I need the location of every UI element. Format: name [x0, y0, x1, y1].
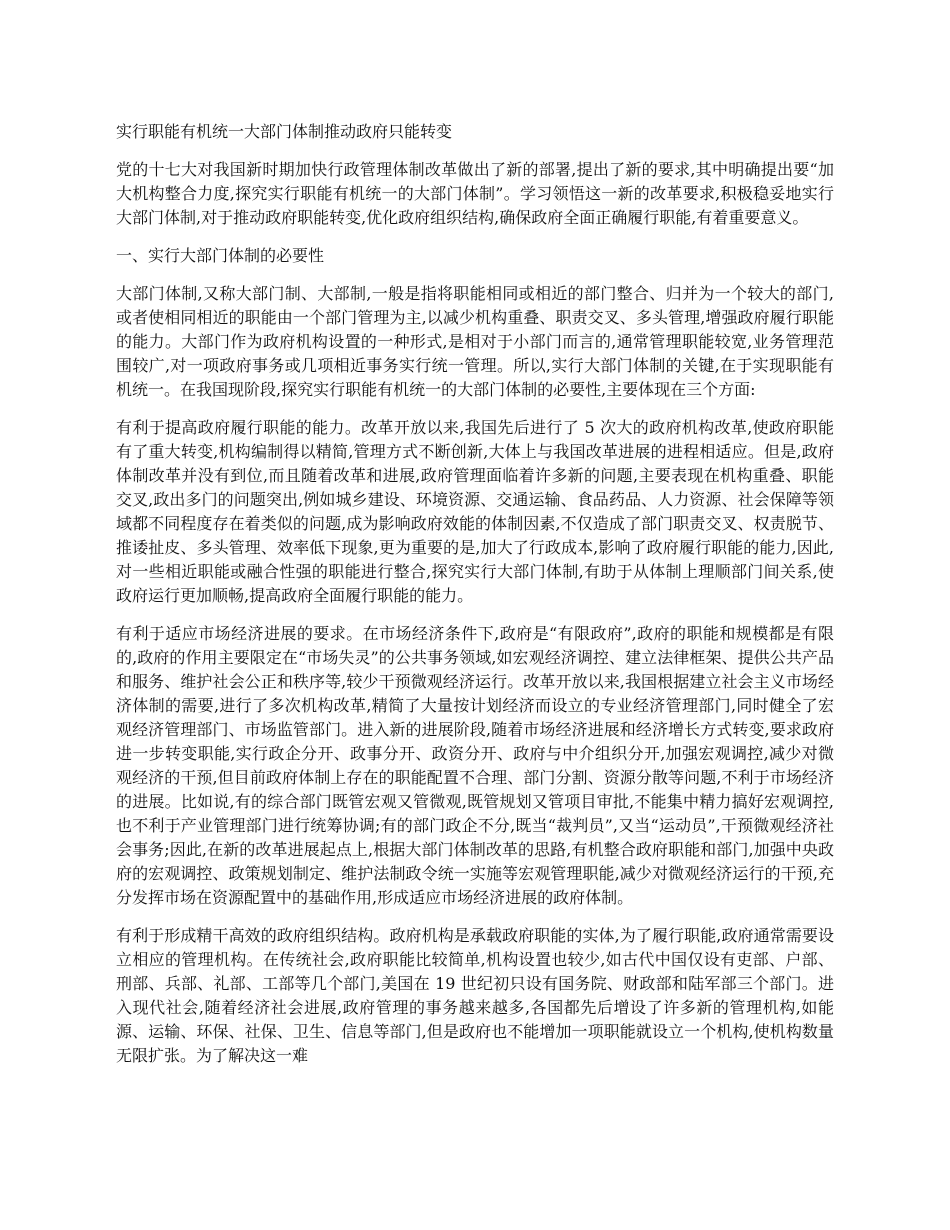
paragraph-organization: 有利于形成精干高效的政府组织结构。政府机构是承载政府职能的实体,为了履行职能,政府通常需要设立相应的管理机构。在传统社会,政府职能比较简单,机构设置也较少,如古代中国仅设有吏部、户部、刑部、兵部、礼部、工部等几个部门,美国在 19 世纪初只设有国务院、财政部和陆军部三个部门。进入现代社会,随着经济社会进展,政府管理的事务越来越多,各国都先后增设了许多新的管理机构,如能源、运输、环保、社保、卫生、信息等部门,但是政府也不能增加一项职能就设立一个机构,使机构数量无限扩张。为了解决这一难	[116, 926, 834, 1065]
paragraph-definition: 大部门体制,又称大部门制、大部制,一般是指将职能相同或相近的部门整合、归并为一个较大的部门,或者使相同相近的职能由一个部门管理为主,以减少机构重叠、职责交叉、多头管理,增强政府履行职能的能力。大部门作为政府机构设置的一种形式,是相对于小部门而言的,通常管理职能较宽,业务管理范围较广,对一项政府事务或几项相近事务实行统一管理。所以,实行大部门体制的关键,在于实现职能有机统一。在我国现阶段,探究实行职能有机统一的大部门体制的必要性,主要体现在三个方面:	[116, 284, 834, 399]
paragraph-capability: 有利于提高政府履行职能的能力。改革开放以来,我国先后进行了 5 次大的政府机构改革,使政府职能有了重大转变,机构编制得以精简,管理方式不断创新,大体上与我国改革进展的进程相适应。但是,政府体制改革并没有到位,而且随着改革和进展,政府管理面临着许多新的问题,主要表现在机构重叠、职能交叉,政出多门的问题突出,例如城乡建设、环境资源、交通运输、食品药品、人力资源、社会保障等领域都不同程度存在着类似的问题,成为影响政府效能的体制因素,不仅造成了部门职责交叉、权责脱节、推诿扯皮、多头管理、效率低下现象,更为重要的是,加大了行政成本,影响了政府履行职能的能力,因此,对一些相近职能或融合性强的职能进行整合,探究实行大部门体制,有助于从体制上理顺部门间关系,使政府运行更加顺畅,提高政府全面履行职能的能力。	[116, 418, 834, 605]
paragraph-market-economy: 有利于适应市场经济进展的要求。在市场经济条件下,政府是“有限政府”,政府的职能和规模都是有限的,政府的作用主要限定在“市场失灵”的公共事务领域,如宏观经济调控、建立法律框架、提供公共产品和服务、维护社会公正和秩序等,较少干预微观经济运行。改革开放以来,我国根据建立社会主义市场经济体制的需要,进行了多次机构改革,精简了大量按计划经济而设立的专业经济管理部门,同时健全了宏观经济管理部门、市场监管部门。进入新的进展阶段,随着市场经济进展和经济增长方式转变,要求政府进一步转变职能,实行政企分开、政事分开、政资分开、政府与中介组织分开,加强宏观调控,减少对微观经济的干预,但目前政府体制上存在的职能配置不合理、部门分割、资源分散等问题,不利于市场经济的进展。比如说,有的综合部门既管宏观又管微观,既管规划又管项目审批,不能集中精力搞好宏观调控,也不利于产业管理部门进行统筹协调;有的部门政企不分,既当“裁判员”,又当“运动员”,干预微观经济社会事务;因此,在新的改革进展起点上,根据大部门体制改革的思路,有机整合政府职能和部门,加强中央政府的宏观调控、政策规划制定、维护法制政令统一实施等宏观管理职能,减少对微观经济运行的干预,充分发挥市场在资源配置中的基础作用,形成适应市场经济进展的政府体制。	[116, 624, 834, 907]
intro-paragraph: 党的十七大对我国新时期加快行政管理体制改革做出了新的部署,提出了新的要求,其中明确提出要“加大机构整合力度,探究实行职能有机统一的大部门体制”。学习领悟这一新的改革要求,积极稳妥地实行大部门体制,对于推动政府职能转变,优化政府组织结构,确保政府全面正确履行职能,有着重要意义。	[116, 160, 834, 227]
document-page	[116, 120, 834, 1082]
section-heading: 一、实行大部门体制的必要性	[116, 246, 325, 265]
document-title: 实行职能有机统一大部门体制推动政府只能转变	[116, 122, 453, 141]
